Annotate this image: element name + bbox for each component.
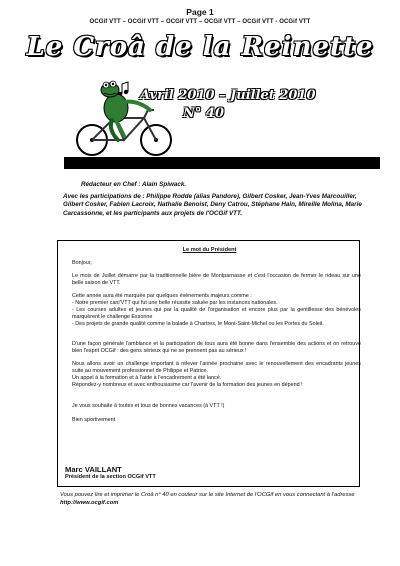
signature-role: Président de la section OCGif VTT (65, 474, 156, 480)
greeting: Bonjour, (72, 260, 92, 266)
issue-number: N° 40 (183, 106, 224, 121)
signature-name: Marc VAILLANT (65, 465, 122, 474)
closing: Bien sportivement (72, 417, 116, 423)
frog-cyclist-illustration (70, 70, 180, 160)
newsletter-title-text: Le Croâ de la Reinette (26, 32, 374, 62)
paragraph-2-item-3: - Des projets de grande qualité comme la balade à Chartres, le Mont-Saint-Michel ou les Portes du Soleil. (72, 321, 324, 327)
page-label: Page 1 (186, 7, 214, 17)
paragraph-2-item-2: - Les courses adultes et jeunes qui par la qualité de l'organisation et encore plus par la gentillesse des bénévoles marquèrent le challenge Essonne (72, 307, 361, 320)
paragraph-2-intro: Cette année aura été marquée par quelques évènements majeurs comme : (72, 293, 252, 299)
paragraph-1: Le mois de Juillet démarre par la traditionnelle bière de Montparnasse et c'est l'occasion de fermer le rideau sur une belle saison de VTT. (72, 273, 361, 286)
newsletter-title (0, 32, 400, 62)
participants-credit: Avec les participations de : Philippe Rodde (alias Pandore), Gilbert Cosker, Jean-Yves Marcouiller, Gilbert Cosker, Fabien Lacroix, Nathalie Benoist, Deny Catrou, Stéphane Hain, Mireille Molina, Marie Carcassonne, et les participants aux projets de l'OCGif VTT. (63, 193, 362, 217)
paragraph-4: Nous allons avoir un challenge important à relever l'année prochaine avec le renouvellement des encadrants jeunes suite au mouvement professionnel de Philippe et Patrice. (72, 361, 361, 374)
president-message-heading: Le mot du Président (182, 247, 237, 253)
header-divider-bar (64, 157, 380, 169)
ocgif-banner-line: OCGif VTT – OCGif VTT – OCGif VTT – OCGif VTT – OCGif VTT - OCGif VTT (89, 19, 311, 25)
editor-credit: Rédacteur en Chef : Alain Spiwack. (81, 181, 187, 188)
paragraph-3: D'une façon générale l'ambiance et la participation de tous aura été bonne dans l'ensemble des actions et on retrouve bien l'esprit OCGif : des gens sérieux qui ne se prennent pas au sérieux ! (72, 341, 361, 354)
president-message-box (57, 240, 360, 487)
paragraph-2-item-1: - Notre premier cani'VTT qui fut une belle réussite saluée par les instances nationales. (72, 300, 278, 306)
paragraph-5b: Répondez-y nombreux et avec enthousiasme car l'avenir de la formation des jeunes en dépend ! (72, 382, 303, 388)
paragraph-5a: Un appel à la formation et à l'aide à l'encadrement a été lancé. (72, 375, 222, 381)
website-link[interactable]: http://www.ocgif.com (60, 500, 119, 507)
issue-date: Avril 2010 – Juillet 2010 (140, 88, 316, 103)
paragraph-6: Je vous souhaite à toutes et tous de bonnes vacances (à VTT !) (72, 403, 225, 409)
footer-note-text: Vous pouvez lire et imprimer le Croâ n° 40 en couleur sur le site Internet de l'OCGif en vous connectant à l'adresse (60, 492, 355, 498)
footer-note (60, 491, 360, 507)
